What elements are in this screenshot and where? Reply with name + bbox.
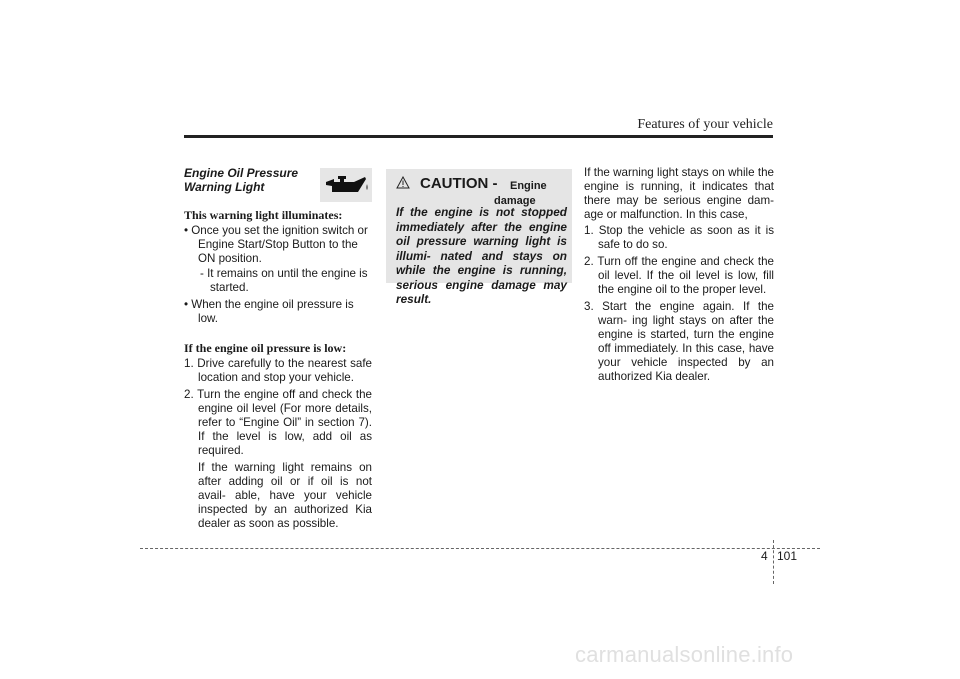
column-right <box>584 166 774 384</box>
warning-triangle-icon <box>396 176 410 189</box>
right-step-2: 2. Turn off the engine and check the oil level. If the oil level is low, fill the engine oil to the proper level. <box>584 255 774 296</box>
step-2-paragraph: If the warning light remains on after adding oil or if oil is not avail- able, have your vehicle inspected by an authorized Kia dealer as soon as possible. <box>198 461 372 530</box>
header-rule <box>184 135 773 138</box>
page-number: 101 <box>777 549 798 563</box>
footer-rule <box>140 548 820 549</box>
step-2: 2. Turn the engine off and check the engine oil level (For more details, refer to “Engine Oil” in section 7). If the level is low, add oil as required. <box>184 388 372 457</box>
caution-body: If the engine is not stopped immediately after the engine oil pressure warning light is illumi- nated and stays on while the engine is running, serious engine damage may result. <box>396 205 567 306</box>
low-pressure-heading: If the engine oil pressure is low: <box>184 341 347 355</box>
caution-box <box>386 169 572 306</box>
spacer <box>184 326 372 341</box>
caution-title-line1: Engine <box>510 180 547 192</box>
section-title-line2: Warning Light <box>184 180 265 194</box>
footer-divider <box>773 540 774 584</box>
right-intro: If the warning light stays on while the engine is running, it indicates that there may be serious engine dam- age or malfunction. In this case, <box>584 166 774 221</box>
section-title-line1: Engine Oil Pressure <box>184 166 299 180</box>
watermark: carmanualsonline.info <box>575 642 794 667</box>
bullet-low-pressure: • When the engine oil pressure is low. <box>184 298 354 325</box>
oil-can-icon <box>320 168 372 202</box>
right-step-3: 3. Start the engine again. If the warn- ing light stays on after the engine is started, turn the engine off immediately. In this case, have your vehicle inspected by an authorized Kia dealer. <box>584 300 774 383</box>
bullet-ignition-sub: - It remains on until the engine is started. <box>200 267 368 294</box>
illuminates-heading: This warning light illuminates: <box>184 208 343 222</box>
bullet-ignition: • Once you set the ignition switch or Engine Start/Stop Button to the ON position. <box>184 224 368 265</box>
step-1: 1. Drive carefully to the nearest safe location and stop your vehicle. <box>184 357 372 384</box>
caution-label: CAUTION - <box>420 175 498 192</box>
right-step-1: 1. Stop the vehicle as soon as it is safe to do so. <box>584 224 774 251</box>
caution-title-line2: damage <box>494 195 536 207</box>
chapter-number: 4 <box>761 549 768 563</box>
page-header-title: Features of your vehicle <box>637 117 773 132</box>
column-left <box>184 166 372 531</box>
